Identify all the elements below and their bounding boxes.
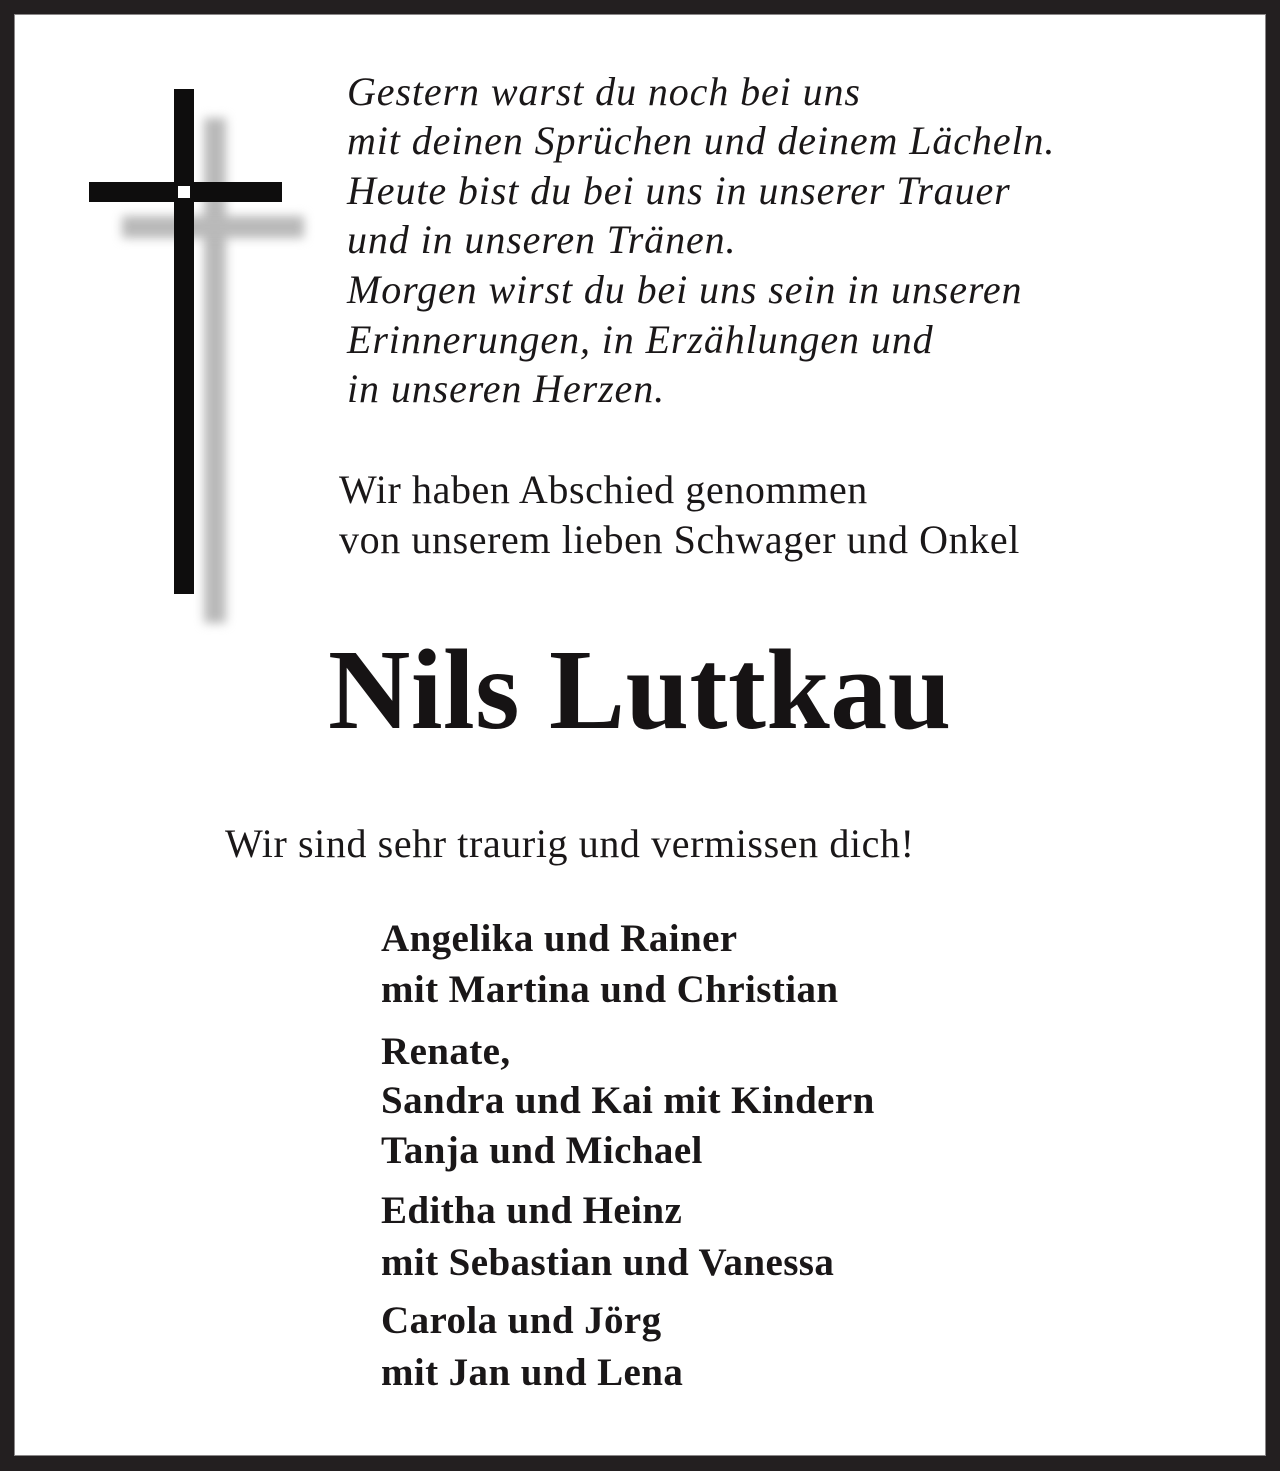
farewell-line: von unserem lieben Schwager und Onkel	[339, 517, 1020, 562]
poem-line: Erinnerungen, in Erzählungen und	[347, 317, 934, 362]
mourner-line: Renate,	[381, 1030, 511, 1073]
mourner-line: Carola und Jörg	[381, 1299, 662, 1342]
poem-line: Morgen wirst du bei uns sein in unseren	[347, 267, 1023, 312]
deceased-name: Nils Luttkau	[328, 626, 952, 753]
mourner-line: mit Sebastian und Vanessa	[381, 1241, 835, 1284]
cross-vertical-bar	[174, 89, 194, 594]
mourner-line: Angelika und Rainer	[381, 917, 738, 960]
mourner-line: Tanja und Michael	[381, 1129, 703, 1172]
farewell-line: Wir haben Abschied genommen	[339, 467, 868, 512]
mourner-line: Editha und Heinz	[381, 1189, 683, 1232]
mourner-line: mit Jan und Lena	[381, 1351, 684, 1394]
poem-line: mit deinen Sprüchen und deinem Lächeln.	[347, 118, 1056, 163]
poem-line: Heute bist du bei uns in unserer Trauer	[347, 168, 1011, 213]
mourner-line: Sandra und Kai mit Kindern	[381, 1079, 875, 1122]
mourner-line: mit Martina und Christian	[381, 968, 839, 1011]
poem-line: in unseren Herzen.	[347, 366, 665, 411]
cross-center-square	[178, 186, 190, 198]
closing-line: Wir sind sehr traurig und vermissen dich!	[225, 821, 915, 866]
cross-shadow-horizontal	[122, 216, 304, 238]
poem-line: Gestern warst du noch bei uns	[347, 69, 861, 114]
poem-line: und in unseren Tränen.	[347, 217, 737, 262]
